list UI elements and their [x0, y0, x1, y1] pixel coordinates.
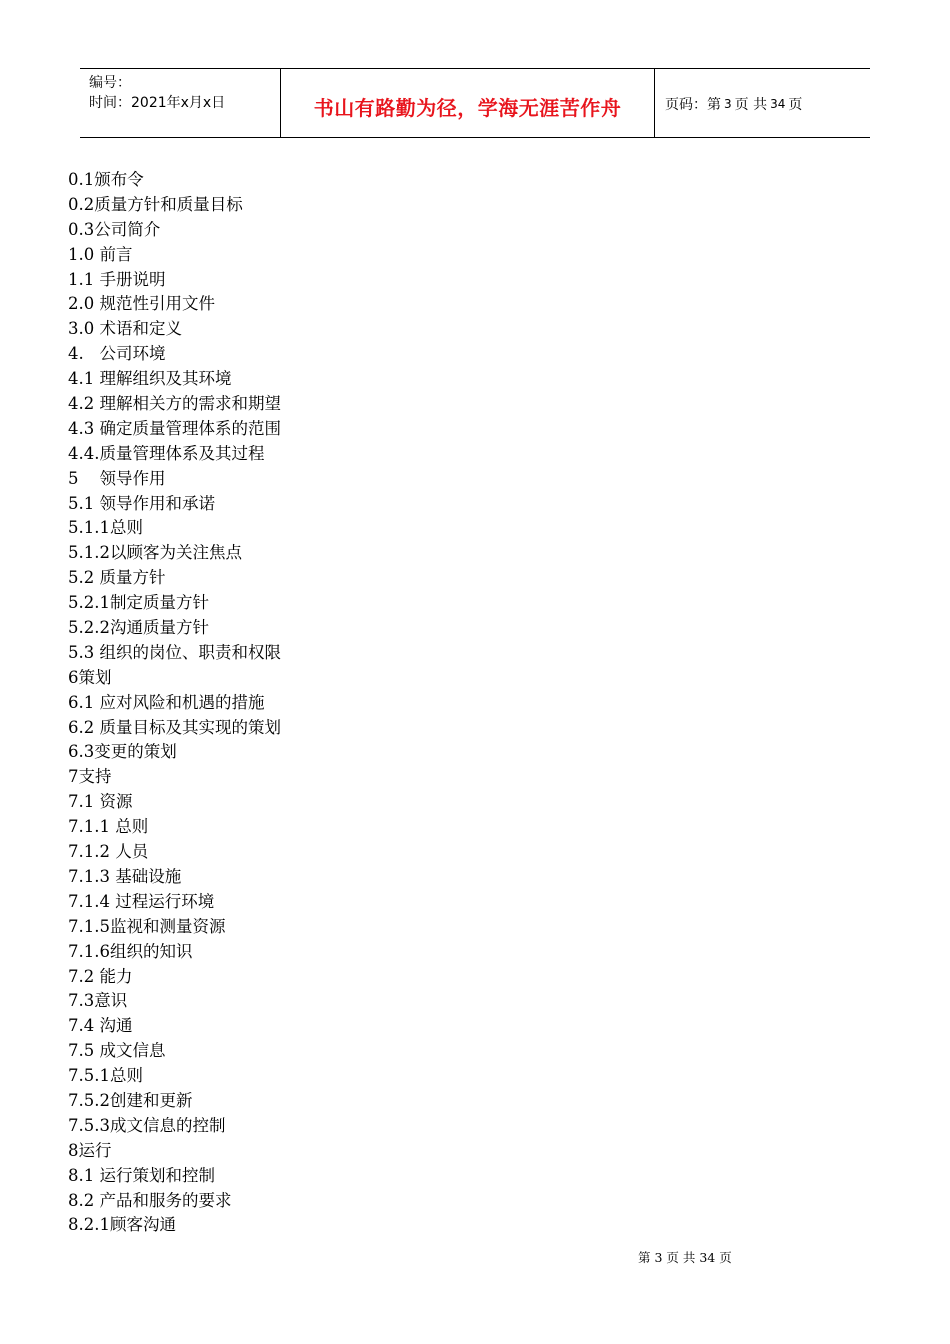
toc-entry: 4.4.质量管理体系及其过程 — [68, 443, 265, 463]
page-label-prefix: 页码：第 — [665, 97, 721, 113]
toc-entry: 7.1.2 人员 — [68, 842, 149, 862]
toc-entry: 1.1 手册说明 — [68, 269, 166, 289]
document-time-label: 时间：2021年x月x日 — [89, 95, 226, 111]
toc-entry: 8.2.1顾客沟通 — [68, 1215, 176, 1235]
toc-entry: 4.1 理解组织及其环境 — [68, 369, 232, 389]
toc-entry: 7.4 沟通 — [68, 1016, 133, 1036]
page-header — [80, 68, 870, 138]
toc-entry: 7.1.3 基础设施 — [68, 866, 182, 886]
toc-entry: 7.5.3成文信息的控制 — [68, 1115, 226, 1135]
toc-entry: 7.5.2创建和更新 — [68, 1090, 193, 1110]
toc-entry: 5.2.1制定质量方针 — [68, 593, 209, 613]
toc-entry: 7.3意识 — [68, 991, 128, 1011]
toc-entry: 6.3变更的策划 — [68, 742, 177, 762]
toc-entry: 4. 公司环境 — [68, 344, 166, 364]
page-footer: 第 3 页 共 34 页 — [638, 1250, 732, 1265]
table-of-contents — [68, 168, 281, 1238]
toc-entry: 7.2 能力 — [68, 966, 133, 986]
header-meta-cell — [80, 69, 281, 137]
document-number-label: 编号： — [89, 75, 131, 91]
toc-entry: 7.5 成文信息 — [68, 1041, 166, 1061]
page-current-number: 3 — [724, 97, 732, 111]
toc-entry: 7.1.5监视和测量资源 — [68, 916, 226, 936]
toc-entry: 0.1颁布令 — [68, 170, 144, 189]
toc-entry: 5.1 领导作用和承诺 — [68, 493, 215, 513]
page-label-suffix: 页 — [788, 97, 803, 113]
toc-entry: 4.3 确定质量管理体系的范围 — [68, 418, 281, 438]
toc-entry: 8.1 运行策划和控制 — [68, 1165, 215, 1185]
toc-entry: 6策划 — [68, 667, 112, 687]
page-total-number: 34 — [770, 97, 786, 111]
toc-entry: 3.0 术语和定义 — [68, 319, 182, 339]
toc-entry: 1.0 前言 — [68, 244, 133, 264]
toc-entry: 0.2质量方针和质量目标 — [68, 194, 243, 214]
toc-entry: 4.2 理解相关方的需求和期望 — [68, 394, 281, 414]
header-motto: 书山有路勤为径，学海无涯苦作舟 — [313, 95, 622, 120]
toc-entry: 7.1 资源 — [68, 792, 133, 812]
toc-entry: 7.1.1 总则 — [68, 817, 149, 837]
toc-entry: 7支持 — [68, 767, 112, 787]
toc-entry: 5.3 组织的岗位、职责和权限 — [68, 642, 281, 662]
toc-entry: 7.1.4 过程运行环境 — [68, 891, 215, 911]
toc-entry: 5.1.2以顾客为关注焦点 — [68, 543, 242, 563]
toc-entry: 5.2 质量方针 — [68, 568, 166, 588]
toc-entry: 6.2 质量目标及其实现的策划 — [68, 717, 281, 737]
toc-entry: 0.3公司简介 — [68, 219, 161, 239]
toc-entry: 7.5.1总则 — [68, 1066, 143, 1086]
toc-entry: 5.2.2沟通质量方针 — [68, 618, 209, 638]
toc-entry: 6.1 应对风险和机遇的措施 — [68, 692, 265, 712]
toc-entry: 7.1.6组织的知识 — [68, 941, 193, 961]
header-page-cell — [655, 69, 870, 137]
toc-entry: 5.1.1总则 — [68, 518, 143, 538]
header-motto-cell — [281, 69, 655, 137]
toc-entry: 8运行 — [68, 1140, 112, 1160]
page-label-mid: 页 共 — [734, 97, 768, 113]
toc-entry: 8.2 产品和服务的要求 — [68, 1190, 232, 1210]
toc-entry: 5 领导作用 — [68, 468, 166, 488]
toc-entry: 2.0 规范性引用文件 — [68, 294, 215, 314]
